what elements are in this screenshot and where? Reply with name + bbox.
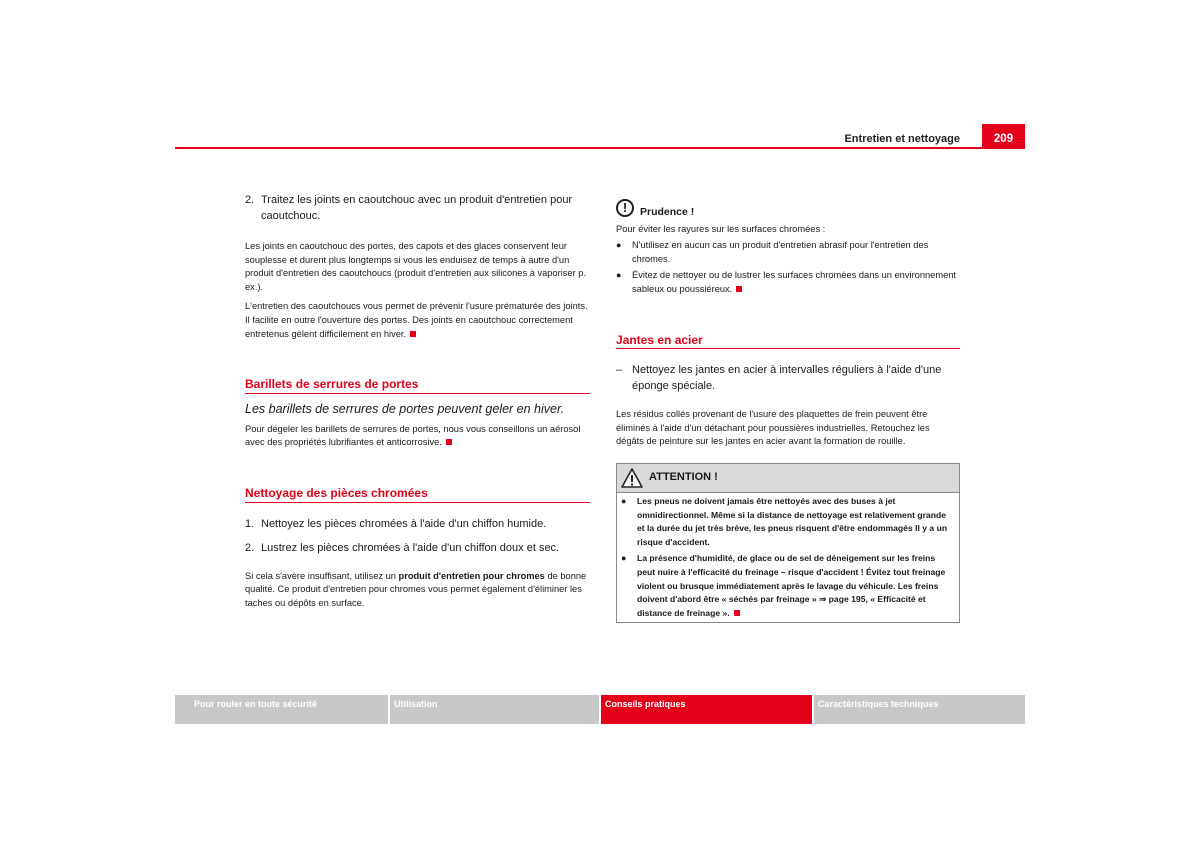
left-column [245, 193, 590, 610]
caution-icon: ! [616, 199, 634, 217]
step-item [245, 517, 590, 533]
warning-box [616, 463, 960, 623]
step-item [616, 363, 960, 394]
section-heading: Barillets de serrures de portes [245, 378, 590, 394]
step-text: Nettoyez les jantes en acier à intervalles réguliers à l'aide d'une éponge spéciale. [632, 364, 942, 392]
step-dash: – [616, 364, 623, 377]
page-number: 209 [982, 124, 1025, 148]
section-intro: Les barillets de serrures de portes peuvent geler en hiver. [245, 401, 565, 416]
bullet-icon: ● [616, 240, 622, 251]
section-heading: Jantes en acier [616, 334, 960, 350]
warning-item [621, 495, 955, 549]
footer-tab-technical-specs[interactable]: Caractéristiques techniques [814, 695, 1025, 724]
bullet-icon: ● [616, 270, 622, 281]
bullet-icon: ● [621, 553, 627, 564]
paragraph [245, 300, 590, 341]
step-text: Traitez les joints en caoutchouc avec un produit d'entretien pour caoutchouc. [261, 194, 573, 222]
paragraph-text: L'entretien des caoutchoucs vous permet de prévenir l'usure prématurée des joints. Il facilite en outre l'ouverture des portes. Des joints en caoutchouc correctement entretenus gèlent difficilement en hiver. [245, 301, 588, 339]
step-number: 1. [245, 517, 255, 530]
caution-heading [616, 196, 960, 220]
caution-item-text [632, 269, 960, 296]
bullet-icon: ● [621, 495, 627, 506]
end-marker-icon [734, 610, 740, 616]
paragraph: Les résidus collés provenant de l'usure des plaquettes de frein peuvent être éliminés à l'aide d'un détachant pour poussières industrielles. Retouchez les dégâts de peinture sur les jantes en acier avant la formation de rouille. [616, 409, 930, 447]
caution-intro: Pour éviter les rayures sur les surfaces chromées : [616, 223, 826, 234]
warning-item-text [637, 552, 955, 620]
warning-item-text: Les pneus ne doivent jamais être nettoyés avec des buses à jet omnidirectionnel. Même si la distance de nettoyage est relativement grande et la durée du jet très brève, les pneus risquent d'être endommagés Il y a un risque d'accident. [637, 495, 948, 547]
end-marker-icon [410, 331, 416, 337]
warning-header [617, 464, 959, 493]
warning-triangle-icon [621, 468, 643, 488]
warning-body [617, 493, 959, 622]
end-marker-icon [736, 286, 742, 292]
step-text: Lustrez les pièces chromées à l'aide d'un chiffon doux et sec. [261, 542, 560, 555]
end-marker-icon [446, 439, 452, 445]
section-heading: Nettoyage des pièces chromées [245, 487, 590, 503]
step-number: 2. [245, 194, 255, 206]
step-item [245, 193, 590, 224]
step-item [245, 541, 590, 557]
caution-title: Prudence ! [640, 206, 695, 218]
paragraph-text: de bonne qualité. Ce produit d'entretien pour chromes vous permet également d'éliminer les taches ou dépôts en surface. [245, 570, 587, 608]
caution-item-text: N'utilisez en aucun cas un produit d'entretien abrasif pour l'entretien des chromes. [632, 240, 929, 264]
step-number: 2. [245, 542, 255, 555]
header-rule [175, 147, 1025, 149]
warning-title: ATTENTION ! [649, 471, 718, 484]
right-column [616, 196, 960, 623]
footer-tab-practical-tips[interactable]: Conseils pratiques [601, 695, 812, 724]
caution-item-text-body: Évitez de nettoyer ou de lustrer les surfaces chromées dans un environnement sableux ou poussiéreux. [632, 270, 957, 294]
warning-item [621, 552, 955, 620]
paragraph [245, 423, 590, 450]
emphasis-text: produit d'entretien pour chromes [398, 570, 545, 581]
paragraph: Les joints en caoutchouc des portes, des capots et des glaces conservent leur souplesse et durent plus longtemps si vous les enduisez de temps à autre d'un produit d'entretien des caoutchoucs (produit d'entretien aux silicones à vaporiser p. ex.). [245, 241, 587, 292]
paragraph [245, 570, 590, 611]
paragraph-text: Si cela s'avère insuffisant, utilisez un [245, 570, 399, 581]
footer-tab-safety[interactable]: Pour rouler en toute sécurité [175, 695, 388, 724]
caution-item [616, 239, 960, 266]
footer-tab-usage[interactable]: Utilisation [390, 695, 599, 724]
paragraph-text: Pour dégeler les barillets de serrures de portes, nous vous conseillons un aérosol avec des propriétés lubrifiantes et anticorrosive. [245, 423, 581, 448]
section-title: Entretien et nettoyage [844, 133, 960, 145]
warning-item-text-body: La présence d'humidité, de glace ou de sel de déneigement sur les freins peut nuire à l'efficacité du freinage – risque d'accident ! Évitez tout freinage violent ou brusque immédiatement après le lavage du véhicule. Les freins doivent d'abord être « séchés par freinage » ⇒ page 195, « Efficacité et distance de freinage ». [637, 553, 946, 618]
caution-item [616, 269, 960, 296]
step-text: Nettoyez les pièces chromées à l'aide d'un chiffon humide. [261, 517, 547, 530]
